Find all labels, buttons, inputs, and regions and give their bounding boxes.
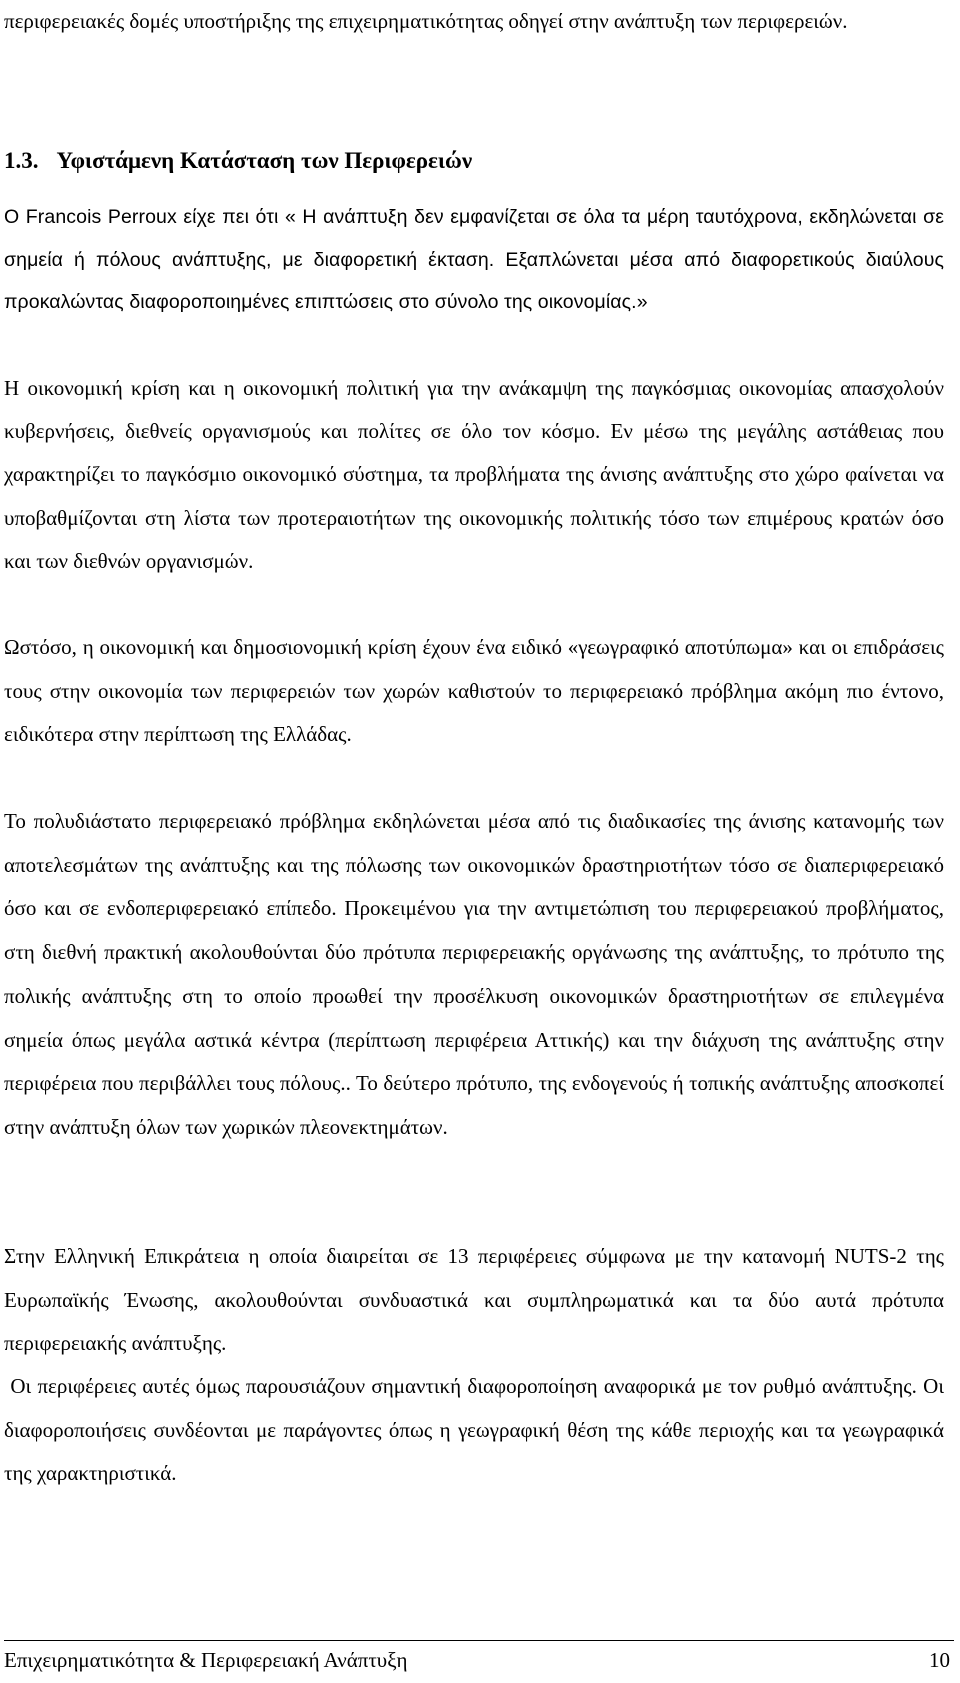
paragraph-geographic-footprint: Ωστόσο, η οικονομική και δημοσιονομική κρίση έχουν ένα ειδικό «γεωγραφικό αποτύπωμα» και οι επιδράσεις τους στην οικονομία των περιφερειών των χωρών καθιστούν το περιφερειακό πρόβλημα ακόμη πιο έντονο, ειδικότερα στην περίπτωση της Ελλάδας. [4, 635, 944, 746]
section-title: Υφιστάμενη Κατάσταση των Περιφερειών [56, 148, 473, 173]
paragraph-perroux: Ο Francois Perroux είχε πει ότι « Η ανάπτυξη δεν εμφανίζεται σε όλα τα μέρη ταυτόχρονα, εκδηλώνεται σε σημεία ή πόλους ανάπτυξης, με διαφορετική έκταση. Εξαπλώνεται μέσα από διαφορετικούς διαύλους προκαλώντας διαφοροποιημένες επιπτώσεις στο σύνολο της οικονομίας.» [4, 206, 944, 313]
paragraph-greek-territory: Στην Ελληνική Επικράτεια η οποία διαιρείται σε 13 περιφέρειες σύμφωνα με την κατανομή NUTS-2 της Ευρωπαϊκής Ένωσης, ακολουθούνται συνδυαστικά και συμπληρωματικά και τα δύο αυτά πρότυπα περιφερειακής ανάπτυξης. [4, 1244, 944, 1355]
document-page [4, 0, 954, 1683]
page-number: 10 [929, 1648, 950, 1672]
section-heading [4, 146, 472, 176]
page-footer [4, 1640, 954, 1675]
paragraph-regional-problem: Το πολυδιάστατο περιφερειακό πρόβλημα εκδηλώνεται μέσα από τις διαδικασίες της άνισης κατανομής των αποτελεσμάτων της ανάπτυξης και της πόλωσης των οικονομικών δραστηριοτήτων τόσο σε διαπεριφερειακό όσο και σε ενδοπεριφερειακό επίπεδο. Προκειμένου για την αντιμετώπιση του περιφερειακού προβλήματος, στη διεθνή πρακτική ακολουθούνται δύο πρότυπα περιφερειακής οργάνωσης της ανάπτυξης, το πρότυπο της πολικής ανάπτυξης στη το οποίο προωθεί την προσέλκυση οικονομικών δραστηριοτήτων σε επιλεγμένα σημεία όπως μεγάλα αστικά κέντρα (περίπτωση περιφέρεια Αττικής) και την διάχυση της ανάπτυξης στην περιφέρεια που περιβάλλει τους πόλους.. Το δεύτερο πρότυπο, της ενδογενούς ή τοπικής ανάπτυξης αποσκοπεί στην ανάπτυξη όλων των χωρικών πλεονεκτημάτων. [4, 809, 944, 1139]
footer-title: Επιχειρηματικότητα & Περιφερειακή Ανάπτυξη [4, 1648, 408, 1672]
paragraph-regional-differentiation: Οι περιφέρειες αυτές όμως παρουσιάζουν σημαντική διαφοροποίηση αναφορικά με τον ρυθμό ανάπτυξης. Οι διαφοροποιήσεις συνδέονται με παράγοντες όπως η γεωγραφική θέση της κάθε περιοχής και τα γεωγραφικά της χαρακτηριστικά. [4, 1374, 950, 1485]
paragraph-economic-crisis: Η οικονομική κρίση και η οικονομική πολιτική για την ανάκαμψη της παγκόσμιας οικονομίας απασχολούν κυβερνήσεις, διεθνείς οργανισμούς και πολίτες σε όλο τον κόσμο. Εν μέσω της μεγάλης αστάθειας που χαρακτηρίζει το παγκόσμιο οικονομικό σύστημα, τα προβλήματα της άνισης ανάπτυξης στο χώρο φαίνεται να υποβαθμίζονται στη λίστα των προτεραιοτήτων της οικονομικής πολιτικής τόσο των επιμέρους κρατών όσο και των διεθνών οργανισμών. [4, 376, 944, 573]
intro-paragraph: περιφερειακές δομές υποστήριξης της επιχειρηματικότητας οδηγεί στην ανάπτυξη των περιφερειών. [4, 9, 848, 33]
section-number: 1.3. [4, 148, 39, 173]
